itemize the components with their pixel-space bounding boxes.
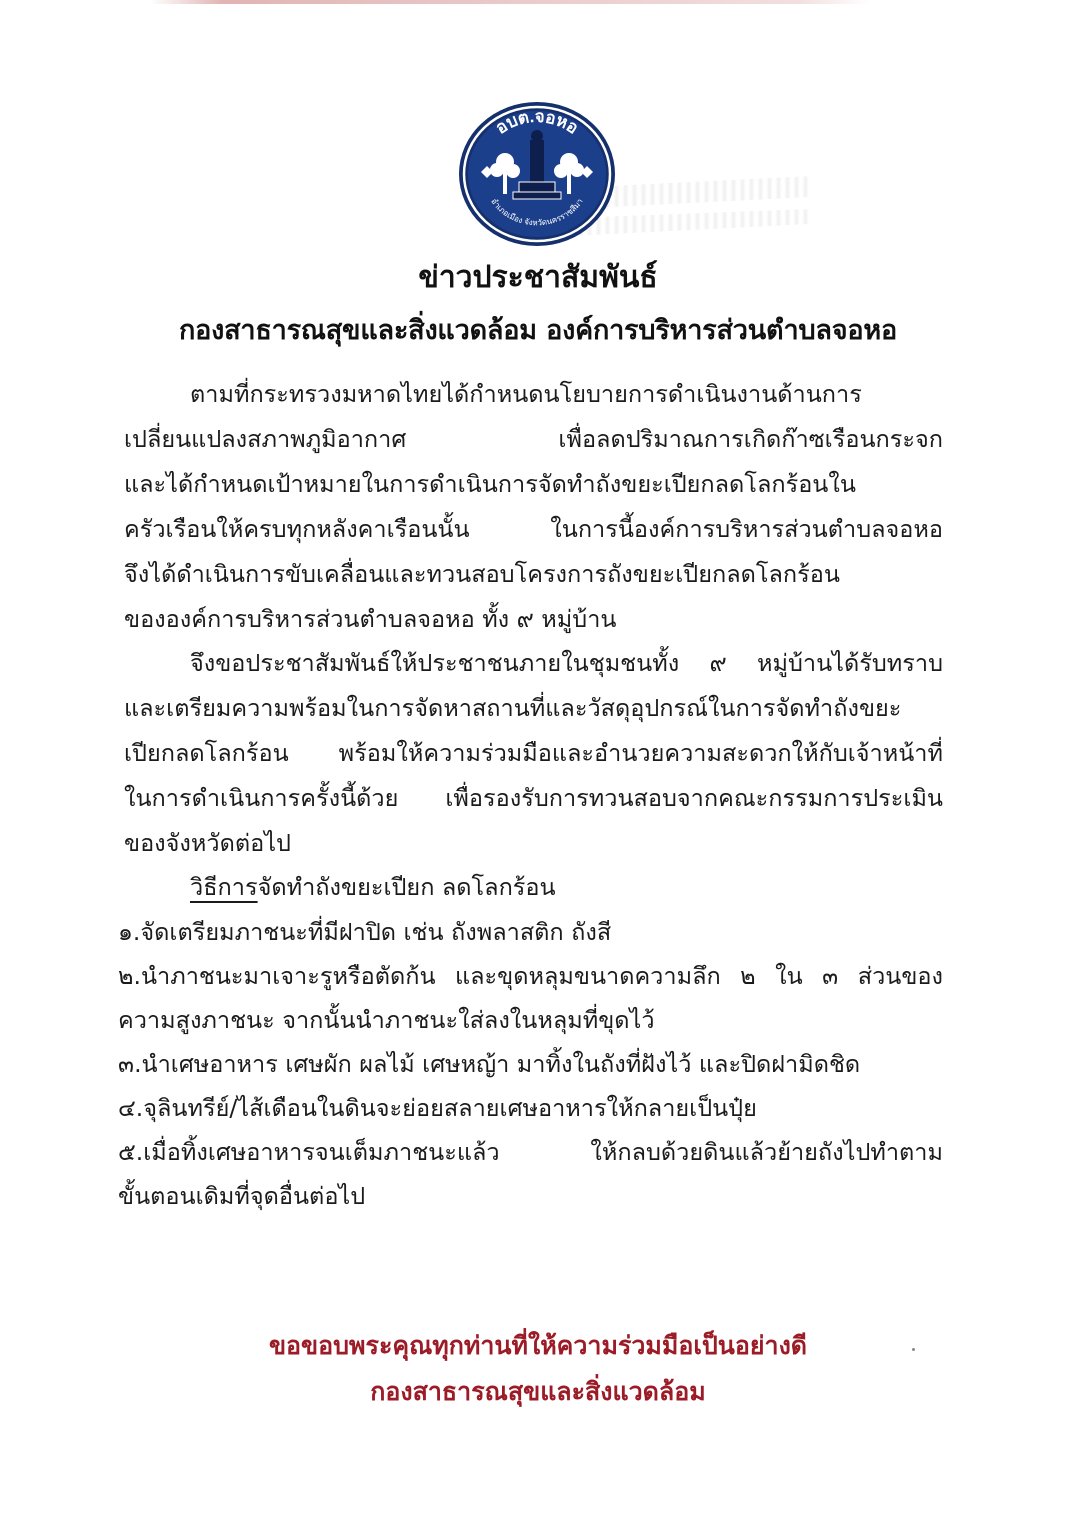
document-subtitle: กองสาธารณสุขและสิ่งแวดล้อม องค์การบริหารส่วนตำบลจอหอ [179,315,897,346]
method-step-1: ๑.จัดเตรียมภาชนะที่มีฝาปิด เช่น ถังพลาสติก ถังสี [118,918,612,946]
method-step-2: ๒.นำภาชนะมาเจาะรูหรือตัดก้น และขุดหลุมขนาดความลึก ๒ ใน ๓ ส่วนของ [118,962,943,990]
method-step-4: ๔.จุลินทรีย์/ไส้เดือนในดินจะย่อยสลายเศษอาหารให้กลายเป็นปุ๋ย [118,1094,757,1122]
paragraph2-line-5: ของจังหวัดต่อไป [124,829,291,857]
method-heading-rest: จัดทำถังขยะเปียก ลดโลกร้อน [257,873,556,901]
method-step-5: ๕.เมื่อทิ้งเศษอาหารจนเต็มภาชนะแล้ว ให้กลบด้วยดินแล้วย้ายถังไปทำตาม [118,1138,943,1166]
organization-seal-logo [457,100,617,248]
closing-signature: กองสาธารณสุขและสิ่งแวดล้อม [370,1377,706,1406]
method-step-3: ๓.นำเศษอาหาร เศษผัก ผลไม้ เศษหญ้า มาทิ้งในถังที่ฝังไว้ และปิดฝามิดชิด [118,1050,861,1078]
paragraph1-line-1: ตามที่กระทรวงมหาดไทยได้กำหนดนโยบายการดำเนินงานด้านการ [190,380,862,408]
paragraph1-line-2: เปลี่ยนแปลงสภาพภูมิอากาศ เพื่อลดปริมาณการเกิดก๊าซเรือนกระจก [124,425,943,453]
closing-thanks: ขอขอบพระคุณทุกท่านที่ให้ความร่วมมือเป็นอย่างดี [268,1331,808,1360]
paragraph1-line-3: และได้กำหนดเป้าหมายในการดำเนินการจัดทำถังขยะเปียกลดโลกร้อนใน [124,470,856,498]
seal-bottom-text: อำเภอเมือง จังหวัดนครราชสีมา [489,196,585,228]
method-heading [190,873,556,901]
paragraph2-line-1: จึงขอประชาสัมพันธ์ให้ประชาชนภายในชุมชนทั้ง ๙ หมู่บ้านได้รับทราบ [190,649,943,677]
paragraph2-line-3: เปียกลดโลกร้อน พร้อมให้ความร่วมมือและอำนวยความสะดวกให้กับเจ้าหน้าที่ [124,739,943,767]
paragraph1-line-6: ขององค์การบริหารส่วนตำบลจอหอ ทั้ง ๙ หมู่บ้าน [124,605,617,633]
method-heading-underlined: วิธีการ [190,873,258,901]
seal-top-text: อบต.จอหอ [492,106,582,138]
document-title: ข่าวประชาสัมพันธ์ [418,260,658,295]
paragraph2-line-4: ในการดำเนินการครั้งนี้ด้วย เพื่อรองรับการทวนสอบจากคณะกรรมการประเมิน [124,784,943,812]
scan-edge-mark [150,0,870,4]
paragraph2-line-2: และเตรียมความพร้อมในการจัดหาสถานที่และวัสดุอุปกรณ์ในการจัดทำถังขยะ [124,694,902,722]
method-step-2-continued: ความสูงภาชนะ จากนั้นนำภาชนะใส่ลงในหลุมที่ขุดไว้ [118,1006,655,1034]
paragraph1-line-4: ครัวเรือนให้ครบทุกหลังคาเรือนนั้น ในการนี้องค์การบริหารส่วนตำบลจอหอ [124,515,943,543]
method-step-5-continued: ขั้นตอนเดิมที่จุดอื่นต่อไป [118,1182,366,1210]
paragraph1-line-5: จึงได้ดำเนินการขับเคลื่อนและทวนสอบโครงการถังขยะเปียกลดโลกร้อน [124,560,840,588]
